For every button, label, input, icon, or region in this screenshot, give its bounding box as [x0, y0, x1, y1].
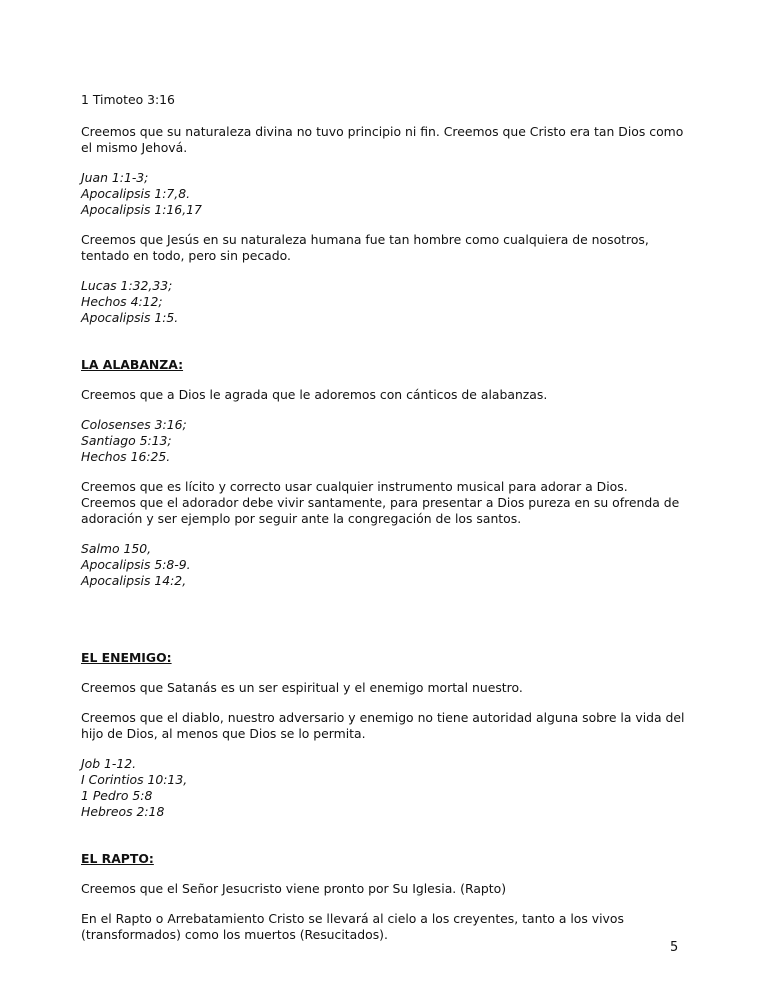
divine-nature-paragraph: Creemos que su naturaleza divina no tuvo principio ni fin. Creemos que Cristo era tan Dios como el mismo Jehová.: [81, 124, 684, 155]
rapto-paragraph-2: En el Rapto o Arrebatamiento Cristo se llevará al cielo a los creyentes, tanto a los vivos (transformados) como los muertos (Resucitados).: [81, 911, 624, 942]
enemigo-heading: EL ENEMIGO:: [81, 650, 172, 665]
human-nature-references: Lucas 1:32,33; Hechos 4:12; Apocalipsis 1:5.: [81, 278, 179, 325]
rapto-paragraph-1: Creemos que el Señor Jesucristo viene pronto por Su Iglesia. (Rapto): [81, 881, 507, 896]
top-reference: 1 Timoteo 3:16: [81, 92, 175, 107]
page-content: [81, 92, 691, 943]
enemigo-paragraph-1: Creemos que Satanás es un ser espiritual y el enemigo mortal nuestro.: [81, 680, 523, 695]
alabanza-references-2: Salmo 150, Apocalipsis 5:8-9. Apocalipsis 14:2,: [81, 541, 191, 588]
alabanza-paragraph-1: Creemos que a Dios le agrada que le adoremos con cánticos de alabanzas.: [81, 387, 548, 402]
alabanza-heading: LA ALABANZA:: [81, 357, 184, 372]
enemigo-references: Job 1-12. I Corintios 10:13, 1 Pedro 5:8 Hebreos 2:18: [81, 756, 188, 819]
divine-nature-references: Juan 1:1-3; Apocalipsis 1:7,8. Apocalipsis 1:16,17: [81, 170, 202, 217]
human-nature-paragraph: Creemos que Jesús en su naturaleza humana fue tan hombre como cualquiera de nosotros, tentado en todo, pero sin pecado.: [81, 232, 649, 263]
alabanza-references-1: Colosenses 3:16; Santiago 5:13; Hechos 16:25.: [81, 417, 187, 464]
rapto-heading: EL RAPTO:: [81, 851, 154, 866]
page-number: 5: [670, 940, 679, 955]
enemigo-paragraph-2: Creemos que el diablo, nuestro adversario y enemigo no tiene autoridad alguna sobre la vida del hijo de Dios, al menos que Dios se lo permita.: [81, 710, 685, 741]
alabanza-paragraph-2: Creemos que es lícito y correcto usar cualquier instrumento musical para adorar a Dios. Creemos que el adorador debe vivir santamente, para presentar a Dios pureza en su ofrenda de adoración y ser ejemplo por seguir ante la congregación de los santos.: [81, 479, 680, 526]
